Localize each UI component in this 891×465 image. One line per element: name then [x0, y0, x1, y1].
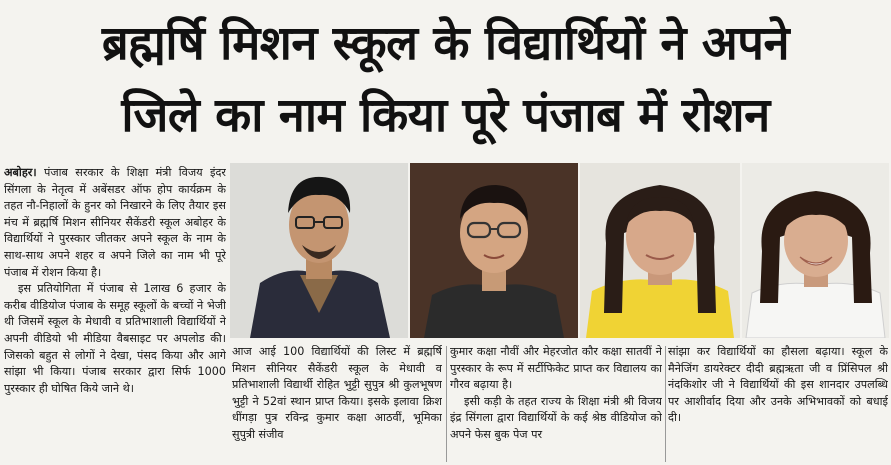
article-paragraph-1: [4, 165, 226, 281]
article-paragraph-2: इस प्रतियोगिता में पंजाब से 1लाख 6 हजार के करीब वीडियोज पंजाब के समूह स्कूलों के बच्चों ने भेजी थी जिसमें स्कूल के मेधावी व प्रतिभाशाली विद्यार्थियों ने अपनी वीडियो भी मीडिया वैबसाइट पर अपलोड की। जिसको बहुत से लोगों ने देखा, पंसद किया और आगे सांझा भी किया। पंजाब सरकार द्वारा सिर्फ 1000 पुरस्कार ही घोषित किये जाने थे।: [4, 282, 226, 395]
article-left-column: [4, 165, 226, 463]
student-photo-3: [580, 163, 740, 338]
student-photo-1: [230, 163, 408, 338]
student-photo-2: [410, 163, 578, 338]
article-column-4: सांझा कर विद्यार्थियों का हौसला बढ़ाया। स्कूल के मैनेजिंग डायरेक्टर दीदी ब्रह्मऋता जी व प्रिंसिपल श्री नंदकिशोर जी ने विद्यार्थियों की इस शानदार उपलब्धि पर आशीर्वाद दिया और उनके अभिभावकों को बधाई दी।: [668, 345, 888, 425]
dateline: अबोहर।: [4, 166, 37, 179]
article-column-3-paragraph-2: इसी कड़ी के तहत राज्य के शिक्षा मंत्री श्री विजय इंद्र सिंगला द्वारा विद्यार्थियों के कई श्रेष्ठ वीडियोज को अपने फेस बुक पेज पर: [450, 394, 662, 441]
student-photo-4: [742, 163, 889, 338]
article-column-3-paragraph-1: कुमार कक्षा नौवीं और मेहरजोत कौर कक्षा सातवीं ने पुरस्कार के रूप में सर्टीफिकेट प्राप्त कर विद्यालय का गौरव बढ़ाया है।: [450, 345, 662, 392]
article-column-2: आज आई 100 विद्यार्थियों की लिस्ट में ब्रह्मर्षि मिशन सीनियर सैकेंडरी स्कूल के मेधावी व प्रतिभाशाली विद्यार्थी रोहित भुट्टी सुपुत्र श्री कुलभूषण भुट्टी ने 52वां स्थान प्राप्त किया। इसके इलावा क्रिश धींगड़ा पुत्र रविन्द्र कुमार कक्षा आठवीं, भूमिका सुपुत्री संजीव: [232, 345, 442, 441]
headline-line-2: जिले का नाम किया पूरे पंजाब में रोशन: [121, 88, 770, 143]
column-divider: [665, 346, 666, 462]
article-column-3: [450, 344, 662, 462]
headline-line-1: ब्रह्मर्षि मिशन स्कूल के विद्यार्थियों ने अपने: [101, 16, 790, 71]
column-divider: [446, 346, 447, 462]
headline: [0, 0, 891, 160]
article-paragraph-1-text: पंजाब सरकार के शिक्षा मंत्री विजय इंदर सिंगला के नेतृत्व में अबेंसडर ऑफ होप कार्यक्रम के तहत नौ-निहालों के हुनर को निखारने के लिए तैयार इस मंच में ब्रह्मर्षि मिशन सीनियर सैकेंडरी स्कूल अबोहर के विद्यार्थियों ने पुरस्कार जीतकर अपने स्कूल के नाम के साथ-साथ अपने शहर व अपने जिले का नाम भी पूरे पंजाब में रोशन किया है।: [4, 166, 226, 279]
